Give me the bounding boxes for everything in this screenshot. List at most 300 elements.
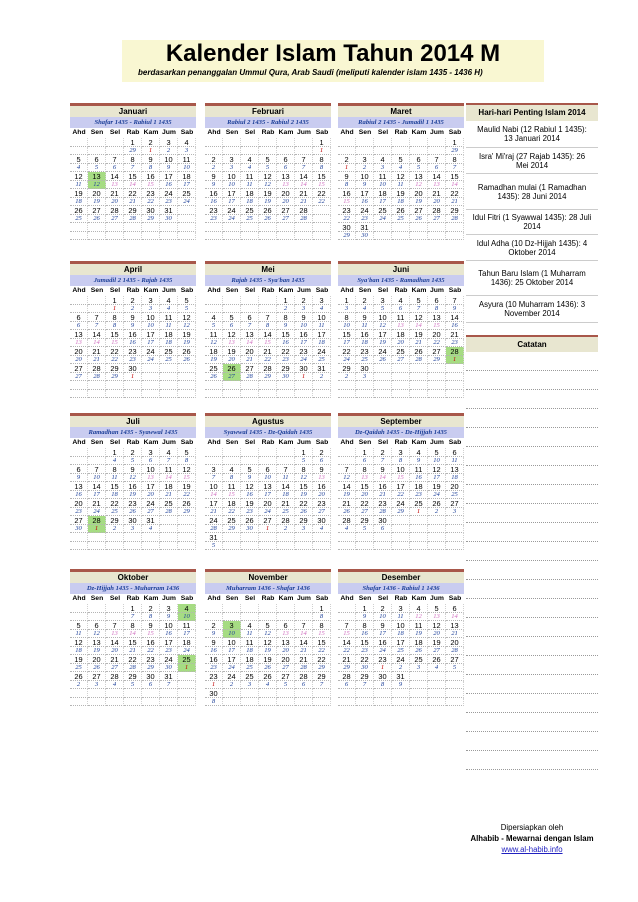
gregorian-date bbox=[142, 364, 160, 373]
weekday-header: Sab bbox=[448, 439, 462, 446]
hijri-date: 2 bbox=[313, 373, 331, 381]
gregorian-date bbox=[259, 223, 277, 232]
gregorian-date: 12 bbox=[178, 465, 196, 474]
gregorian-date bbox=[338, 604, 356, 613]
hijri-week-row bbox=[70, 164, 196, 172]
hijri-date bbox=[178, 390, 196, 398]
gregorian-date: 7 bbox=[88, 313, 106, 322]
hijri-week-row bbox=[205, 198, 331, 206]
gregorian-week-row bbox=[205, 533, 331, 542]
hijri-date: 17 bbox=[295, 339, 313, 347]
hijri-date bbox=[295, 542, 313, 550]
gregorian-date: 24 bbox=[205, 516, 223, 525]
hijri-date: 26 bbox=[205, 373, 223, 381]
hijri-date bbox=[295, 232, 313, 240]
hijri-date: 18 bbox=[392, 630, 410, 638]
hijri-date: 8 bbox=[392, 457, 410, 465]
hijri-date: 17 bbox=[142, 339, 160, 347]
hijri-date bbox=[178, 698, 196, 706]
gregorian-week-row bbox=[70, 138, 196, 147]
gregorian-date: 20 bbox=[88, 189, 106, 198]
gregorian-date: 30 bbox=[124, 516, 142, 525]
gregorian-date: 22 bbox=[295, 499, 313, 508]
hijri-week-row bbox=[205, 698, 331, 706]
gregorian-date: 1 bbox=[295, 448, 313, 457]
gregorian-date: 21 bbox=[106, 189, 124, 198]
notes-line bbox=[466, 637, 598, 656]
hijri-date: 19 bbox=[374, 339, 392, 347]
notes-line bbox=[466, 732, 598, 751]
weekday-header: Jum bbox=[430, 287, 444, 294]
hijri-date bbox=[241, 147, 259, 155]
important-day-item bbox=[466, 174, 598, 210]
hijri-date bbox=[295, 613, 313, 621]
hijri-date: 23 bbox=[277, 356, 295, 364]
gregorian-date: 14 bbox=[106, 638, 124, 647]
hijri-date: 14 bbox=[241, 339, 259, 347]
gregorian-date: 5 bbox=[428, 604, 446, 613]
notes-line bbox=[466, 523, 598, 542]
hijri-date bbox=[70, 147, 88, 155]
hijri-date bbox=[142, 232, 160, 240]
hijri-date: 27 bbox=[428, 647, 446, 655]
hijri-date: 21 bbox=[446, 630, 464, 638]
weekday-header: Kam bbox=[278, 595, 294, 602]
hijri-week-row bbox=[205, 215, 331, 223]
gregorian-date: 11 bbox=[160, 313, 178, 322]
gregorian-date: 7 bbox=[88, 465, 106, 474]
hijri-date: 7 bbox=[124, 164, 142, 172]
hijri-date: 13 bbox=[277, 630, 295, 638]
hijri-date: 9 bbox=[205, 181, 223, 189]
hijri-date bbox=[88, 147, 106, 155]
weekday-header: Sab bbox=[315, 129, 329, 136]
gregorian-date: 23 bbox=[313, 499, 331, 508]
gregorian-date: 23 bbox=[142, 189, 160, 198]
gregorian-date: 5 bbox=[259, 155, 277, 164]
month-name: Juni bbox=[338, 261, 464, 275]
hijri-date: 5 bbox=[277, 681, 295, 689]
gregorian-date: 19 bbox=[428, 638, 446, 647]
gregorian-week-row bbox=[338, 330, 464, 339]
hijri-date: 12 bbox=[259, 181, 277, 189]
gregorian-date: 27 bbox=[70, 364, 88, 373]
gregorian-week-row bbox=[70, 621, 196, 630]
important-day-item bbox=[466, 235, 598, 261]
gregorian-date: 6 bbox=[88, 621, 106, 630]
hijri-date bbox=[88, 390, 106, 398]
gregorian-date bbox=[428, 689, 446, 698]
gregorian-date: 3 bbox=[160, 138, 178, 147]
hijri-week-row bbox=[205, 339, 331, 347]
hijri-date bbox=[410, 390, 428, 398]
gregorian-date bbox=[178, 672, 196, 681]
gregorian-date: 26 bbox=[241, 516, 259, 525]
month-november bbox=[205, 569, 331, 706]
hijri-date: 25 bbox=[446, 491, 464, 499]
hijri-date: 21 bbox=[160, 491, 178, 499]
gregorian-date: 11 bbox=[178, 155, 196, 164]
gregorian-date bbox=[446, 516, 464, 525]
gregorian-date: 13 bbox=[410, 172, 428, 181]
month-april bbox=[70, 261, 196, 398]
gregorian-date bbox=[446, 381, 464, 390]
hijri-date: 6 bbox=[313, 457, 331, 465]
gregorian-date: 11 bbox=[160, 465, 178, 474]
weekday-header: Ahd bbox=[207, 595, 221, 602]
gregorian-date bbox=[70, 448, 88, 457]
hijri-date bbox=[106, 147, 124, 155]
weekday-header: Sen bbox=[225, 287, 239, 294]
hijri-range: Sya'ban 1435 - Ramadhan 1435 bbox=[338, 275, 464, 286]
weekday-header: Sen bbox=[358, 287, 372, 294]
hijri-date: 12 bbox=[338, 474, 356, 482]
gregorian-week-row bbox=[338, 364, 464, 373]
hijri-week-row bbox=[70, 542, 196, 550]
gregorian-date: 5 bbox=[428, 448, 446, 457]
gregorian-date: 23 bbox=[374, 499, 392, 508]
hijri-date: 7 bbox=[446, 164, 464, 172]
hijri-date: 18 bbox=[277, 491, 295, 499]
gregorian-date bbox=[428, 223, 446, 232]
hijri-date: 12 bbox=[205, 339, 223, 347]
gregorian-date bbox=[277, 604, 295, 613]
hijri-date bbox=[142, 390, 160, 398]
gregorian-date: 11 bbox=[241, 172, 259, 181]
gregorian-date: 10 bbox=[356, 172, 374, 181]
gregorian-date: 11 bbox=[241, 638, 259, 647]
gregorian-date: 6 bbox=[70, 313, 88, 322]
gregorian-date: 15 bbox=[106, 482, 124, 491]
gregorian-week-row bbox=[205, 223, 331, 232]
gregorian-date: 28 bbox=[259, 364, 277, 373]
gregorian-date: 13 bbox=[259, 482, 277, 491]
hijri-date: 8 bbox=[374, 681, 392, 689]
gregorian-date bbox=[160, 364, 178, 373]
month-oktober bbox=[70, 569, 196, 706]
hijri-week-row bbox=[338, 681, 464, 689]
gregorian-date: 23 bbox=[142, 655, 160, 664]
hijri-date: 27 bbox=[277, 664, 295, 672]
hijri-date: 30 bbox=[356, 664, 374, 672]
gregorian-date bbox=[374, 138, 392, 147]
hijri-week-row bbox=[70, 198, 196, 206]
gregorian-date: 31 bbox=[160, 206, 178, 215]
hijri-date: 26 bbox=[178, 356, 196, 364]
gregorian-date bbox=[313, 223, 331, 232]
gregorian-date bbox=[392, 381, 410, 390]
hijri-date: 7 bbox=[313, 681, 331, 689]
gregorian-date bbox=[124, 223, 142, 232]
hijri-date bbox=[178, 373, 196, 381]
gregorian-date: 8 bbox=[106, 465, 124, 474]
hijri-date: 18 bbox=[70, 198, 88, 206]
gregorian-date bbox=[295, 381, 313, 390]
gregorian-date bbox=[392, 516, 410, 525]
hijri-date bbox=[160, 373, 178, 381]
hijri-date: 11 bbox=[446, 457, 464, 465]
gregorian-date: 16 bbox=[338, 189, 356, 198]
hijri-date: 29 bbox=[178, 508, 196, 516]
hijri-date bbox=[205, 457, 223, 465]
hijri-week-row bbox=[338, 305, 464, 313]
hijri-week-row bbox=[70, 647, 196, 655]
gregorian-date: 16 bbox=[295, 330, 313, 339]
hijri-date: 7 bbox=[241, 322, 259, 330]
gregorian-date bbox=[106, 604, 124, 613]
gregorian-date bbox=[410, 533, 428, 542]
hijri-date: 21 bbox=[446, 198, 464, 206]
weekday-header: Rab bbox=[126, 287, 140, 294]
gregorian-date: 18 bbox=[410, 482, 428, 491]
hijri-date: 10 bbox=[338, 322, 356, 330]
hijri-date: 18 bbox=[160, 339, 178, 347]
hijri-date bbox=[241, 542, 259, 550]
gregorian-date: 13 bbox=[241, 330, 259, 339]
gregorian-date: 27 bbox=[241, 364, 259, 373]
hijri-date: 2 bbox=[124, 305, 142, 313]
gregorian-week-row bbox=[70, 172, 196, 181]
hijri-date: 23 bbox=[205, 215, 223, 223]
gregorian-date: 9 bbox=[205, 172, 223, 181]
hijri-date: 7 bbox=[374, 457, 392, 465]
hijri-range: Rabiul 2 1435 - Rabiul 2 1435 bbox=[205, 117, 331, 128]
hijri-week-row bbox=[205, 164, 331, 172]
gregorian-date bbox=[106, 223, 124, 232]
gregorian-date bbox=[374, 364, 392, 373]
hijri-date: 21 bbox=[124, 198, 142, 206]
hijri-date bbox=[178, 215, 196, 223]
hijri-date: 18 bbox=[241, 198, 259, 206]
gregorian-week-row bbox=[205, 482, 331, 491]
hijri-date: 14 bbox=[205, 491, 223, 499]
gregorian-date: 2 bbox=[374, 448, 392, 457]
footer-link[interactable]: www.al-habib.info bbox=[501, 845, 563, 854]
hijri-range: Dz-Hijjah 1435 - Muharram 1436 bbox=[70, 583, 196, 594]
hijri-date bbox=[410, 542, 428, 550]
hijri-date: 10 bbox=[178, 164, 196, 172]
gregorian-date bbox=[356, 689, 374, 698]
hijri-week-row bbox=[338, 508, 464, 516]
gregorian-date: 23 bbox=[205, 206, 223, 215]
weekday-header: Rab bbox=[394, 595, 408, 602]
gregorian-date bbox=[223, 381, 241, 390]
hijri-date: 17 bbox=[223, 647, 241, 655]
gregorian-date: 19 bbox=[178, 330, 196, 339]
gregorian-date bbox=[392, 223, 410, 232]
gregorian-week-row bbox=[338, 499, 464, 508]
gregorian-date bbox=[106, 533, 124, 542]
gregorian-date: 8 bbox=[356, 621, 374, 630]
gregorian-date: 30 bbox=[374, 516, 392, 525]
gregorian-date bbox=[446, 672, 464, 681]
hijri-date: 14 bbox=[446, 613, 464, 621]
hijri-date: 18 bbox=[392, 198, 410, 206]
hijri-date: 14 bbox=[446, 181, 464, 189]
gregorian-date bbox=[223, 296, 241, 305]
hijri-week-row bbox=[205, 630, 331, 638]
gregorian-date bbox=[374, 381, 392, 390]
gregorian-date: 10 bbox=[223, 638, 241, 647]
hijri-date: 24 bbox=[223, 664, 241, 672]
gregorian-week-row bbox=[338, 172, 464, 181]
notes-line bbox=[466, 504, 598, 523]
weekday-header-row bbox=[338, 438, 464, 448]
gregorian-date bbox=[70, 381, 88, 390]
hijri-date: 2 bbox=[338, 373, 356, 381]
gregorian-date bbox=[241, 138, 259, 147]
gregorian-date: 16 bbox=[356, 330, 374, 339]
gregorian-date: 12 bbox=[428, 465, 446, 474]
hijri-date bbox=[88, 542, 106, 550]
weekday-header: Sel bbox=[377, 595, 389, 602]
gregorian-date bbox=[277, 381, 295, 390]
hijri-date bbox=[313, 390, 331, 398]
hijri-date: 20 bbox=[428, 198, 446, 206]
hijri-week-row bbox=[70, 613, 196, 621]
hijri-date: 3 bbox=[88, 681, 106, 689]
gregorian-date: 6 bbox=[277, 155, 295, 164]
hijri-date bbox=[374, 542, 392, 550]
gregorian-date: 15 bbox=[356, 638, 374, 647]
gregorian-date: 25 bbox=[410, 499, 428, 508]
gregorian-date: 19 bbox=[178, 482, 196, 491]
gregorian-week-row bbox=[70, 672, 196, 681]
gregorian-date bbox=[124, 533, 142, 542]
hijri-date bbox=[374, 373, 392, 381]
hijri-date: 6 bbox=[356, 457, 374, 465]
hijri-date: 15 bbox=[428, 322, 446, 330]
gregorian-date: 18 bbox=[241, 655, 259, 664]
gregorian-date: 21 bbox=[106, 655, 124, 664]
hijri-date: 5 bbox=[205, 542, 223, 550]
weekday-header: Sel bbox=[377, 287, 389, 294]
hijri-date: 17 bbox=[88, 491, 106, 499]
hijri-date: 6 bbox=[277, 164, 295, 172]
gregorian-date: 18 bbox=[160, 482, 178, 491]
weekday-header: Sel bbox=[109, 439, 121, 446]
gregorian-date: 29 bbox=[277, 364, 295, 373]
hijri-date: 7 bbox=[410, 305, 428, 313]
notes-line bbox=[466, 428, 598, 447]
gregorian-week-row bbox=[205, 516, 331, 525]
gregorian-date: 1 bbox=[106, 448, 124, 457]
footer-prepared-by: Dipersiapkan oleh bbox=[500, 823, 564, 832]
hijri-date: 25 bbox=[70, 664, 88, 672]
gregorian-date: 28 bbox=[106, 206, 124, 215]
hijri-date bbox=[313, 542, 331, 550]
gregorian-week-row bbox=[338, 448, 464, 457]
hijri-date: 11 bbox=[392, 613, 410, 621]
gregorian-week-row bbox=[338, 465, 464, 474]
hijri-date bbox=[356, 147, 374, 155]
gregorian-date: 4 bbox=[178, 604, 196, 613]
gregorian-date bbox=[356, 138, 374, 147]
hijri-week-row bbox=[70, 356, 196, 364]
gregorian-date: 17 bbox=[374, 330, 392, 339]
notes-line bbox=[466, 656, 598, 675]
important-day-text: Tahun Baru Islam (1 Muharram 1436): 25 Oktober 2014 bbox=[478, 269, 586, 287]
hijri-date: 8 bbox=[313, 613, 331, 621]
gregorian-date: 31 bbox=[160, 672, 178, 681]
weekday-header: Sab bbox=[448, 287, 462, 294]
gregorian-date: 30 bbox=[295, 364, 313, 373]
gregorian-week-row bbox=[70, 448, 196, 457]
gregorian-date bbox=[295, 138, 313, 147]
gregorian-date bbox=[241, 689, 259, 698]
hijri-date: 14 bbox=[374, 474, 392, 482]
gregorian-date: 1 bbox=[446, 138, 464, 147]
gregorian-date: 4 bbox=[374, 155, 392, 164]
gregorian-date: 10 bbox=[205, 482, 223, 491]
hijri-date: 14 bbox=[160, 474, 178, 482]
gregorian-date: 21 bbox=[338, 655, 356, 664]
gregorian-date bbox=[205, 448, 223, 457]
gregorian-week-row bbox=[338, 206, 464, 215]
gregorian-date bbox=[295, 223, 313, 232]
hijri-date bbox=[277, 232, 295, 240]
gregorian-date bbox=[142, 533, 160, 542]
gregorian-date: 23 bbox=[295, 347, 313, 356]
gregorian-week-row bbox=[70, 533, 196, 542]
hijri-date bbox=[70, 542, 88, 550]
gregorian-date: 26 bbox=[178, 347, 196, 356]
weekday-header-row bbox=[338, 594, 464, 604]
gregorian-date: 12 bbox=[70, 638, 88, 647]
gregorian-date bbox=[223, 223, 241, 232]
hijri-date: 16 bbox=[205, 647, 223, 655]
hijri-week-row bbox=[205, 181, 331, 189]
hijri-week-row bbox=[338, 390, 464, 398]
gregorian-date: 24 bbox=[223, 206, 241, 215]
gregorian-date: 6 bbox=[428, 296, 446, 305]
gregorian-date: 1 bbox=[106, 296, 124, 305]
gregorian-date bbox=[178, 223, 196, 232]
gregorian-date: 20 bbox=[410, 189, 428, 198]
hijri-date: 19 bbox=[178, 339, 196, 347]
hijri-date bbox=[178, 232, 196, 240]
hijri-date: 8 bbox=[313, 164, 331, 172]
gregorian-date: 15 bbox=[106, 330, 124, 339]
notes-line bbox=[466, 694, 598, 713]
hijri-date bbox=[205, 390, 223, 398]
gregorian-date: 7 bbox=[277, 465, 295, 474]
gregorian-date: 5 bbox=[178, 296, 196, 305]
gregorian-week-row bbox=[70, 655, 196, 664]
hijri-date: 5 bbox=[295, 457, 313, 465]
weekday-header: Ahd bbox=[340, 439, 354, 446]
weekday-header: Kam bbox=[143, 439, 159, 446]
gregorian-date: 4 bbox=[160, 296, 178, 305]
hijri-date: 19 bbox=[124, 491, 142, 499]
gregorian-date: 29 bbox=[124, 672, 142, 681]
hijri-date: 3 bbox=[223, 164, 241, 172]
gregorian-date: 14 bbox=[338, 638, 356, 647]
hijri-date bbox=[124, 698, 142, 706]
hijri-date bbox=[223, 147, 241, 155]
gregorian-week-row bbox=[205, 313, 331, 322]
hijri-date: 17 bbox=[374, 198, 392, 206]
gregorian-date: 1 bbox=[356, 448, 374, 457]
hijri-date bbox=[205, 232, 223, 240]
hijri-date: 3 bbox=[356, 373, 374, 381]
hijri-date: 20 bbox=[223, 356, 241, 364]
gregorian-date: 21 bbox=[338, 499, 356, 508]
weekday-header: Sab bbox=[180, 439, 194, 446]
gregorian-date: 29 bbox=[295, 516, 313, 525]
hijri-week-row bbox=[205, 305, 331, 313]
hijri-date bbox=[70, 390, 88, 398]
